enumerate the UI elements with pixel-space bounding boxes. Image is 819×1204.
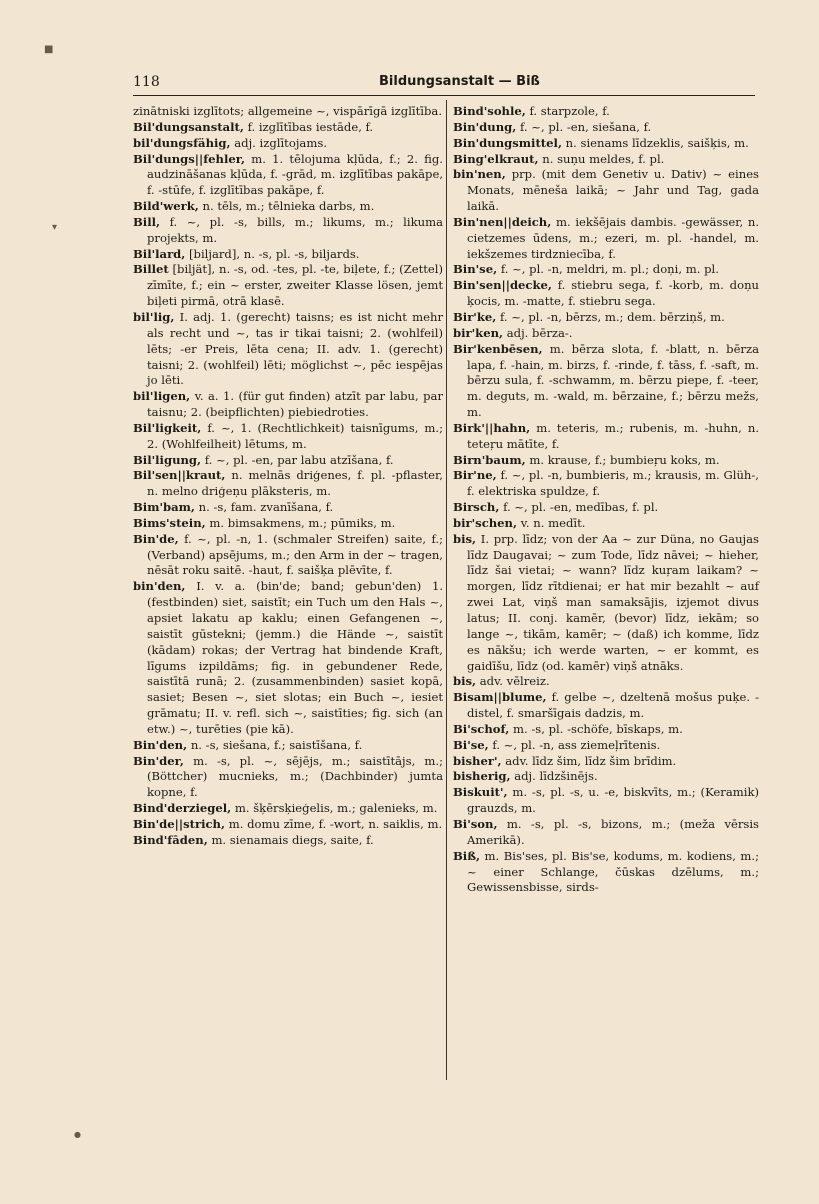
entry-headword: Bir'ne, <box>453 468 497 483</box>
entry-definition: m. teteris, m.; rubenis, m. -huhn, n. teteŗu mātīte, f. <box>467 420 759 451</box>
dictionary-entry <box>133 754 443 802</box>
entry-definition: m. -s, pl. ~, sējējs, m.; saistītājs, m.; (Böttcher) mucnieks, m.; (Dachbinder) jumta kopne, f. <box>147 753 443 800</box>
entry-definition: f. stiebru sega, f. -korb, m. doņu ķocis, m. -matte, f. stiebru sega. <box>467 278 760 309</box>
entry-definition: zinātniski izglītots; allgemeine ~, vispārīgā izglītība. <box>133 104 443 118</box>
dictionary-entry <box>453 278 759 310</box>
entry-headword: Bil'dungsanstalt, <box>133 119 244 134</box>
entry-definition: m. sienamais diegs, saite, f. <box>211 832 374 847</box>
entry-headword: Bin'den, <box>133 737 188 752</box>
entry-headword: Bind'sohle, <box>453 104 526 118</box>
entry-headword: Bil'ligkeit, <box>133 420 202 435</box>
entry-definition: I. adj. 1. (gerecht) taisns; es ist nicht mehr als recht und ~, tas ir tikai taisni; 2. (wohlfeil) lēts; -er Preis, lēta cena; II. adv. 1. (gerecht) taisni; 2. (wohlfeil) lēti; möglichst ~, pēc iespējas jo lēti. <box>147 309 443 388</box>
dictionary-entry <box>453 532 759 675</box>
entry-headword: Birk'||hahn, <box>453 420 531 435</box>
entry-headword: Bil'dungs||fehler, <box>133 151 246 166</box>
page-number: 118 <box>133 74 160 90</box>
dictionary-entry <box>453 516 759 532</box>
entry-definition: m. bimsakmens, m.; pūmiks, m. <box>209 515 396 530</box>
entry-headword: Bin'de, <box>133 531 179 546</box>
entry-headword: bil'lig, <box>133 309 175 324</box>
entry-definition: adv. vēlreiz. <box>479 674 550 689</box>
entry-definition: v. n. medīt. <box>520 515 586 530</box>
entry-definition: f. gelbe ~, dzeltenā mošus puķe. -distel, f. smaršīgais dadzis, m. <box>467 690 759 721</box>
entry-headword: Bing'elkraut, <box>453 151 539 166</box>
dictionary-entry <box>453 817 759 849</box>
dictionary-entry <box>133 738 443 754</box>
entry-definition: m. šķērsķieģelis, m.; galenieks, m. <box>234 801 438 816</box>
dictionary-entry <box>453 674 759 690</box>
entry-definition: [biljard], n. -s, pl. -s, biljards. <box>189 246 360 261</box>
entry-definition: m. -s, pl. -s, u. -e, biskvīts, m.; (Keramik) grauzds, m. <box>467 785 759 816</box>
entry-headword: Bil'sen||kraut, <box>133 468 226 483</box>
entry-definition: adj. līdzšinējs. <box>514 769 598 784</box>
entry-definition: n. melnās driģenes, f. pl. -pflaster, n. melno driģeņu plāksteris, m. <box>147 468 443 499</box>
page-header <box>133 74 755 94</box>
dictionary-entry <box>453 104 759 120</box>
entry-headword: Birsch, <box>453 500 500 515</box>
dictionary-entry <box>453 738 759 754</box>
dictionary-entry <box>133 120 443 136</box>
entry-headword: Bi'se, <box>453 737 489 752</box>
dictionary-entry <box>133 421 443 453</box>
dictionary-entry <box>133 516 443 532</box>
entry-definition: n. suņu meldes, f. pl. <box>542 151 665 166</box>
entry-definition: I. v. a. (bin'de; band; gebun'den) 1. (festbinden) siet, saistīt; ein Tuch um den Hals ~, apsiet lakatu ap kaklu; einen Gefangenen ~, saistīt gūstekni; (jemm.) die Hände ~, saistīt (kādam) rokas; der Vertrag hat bindende Kraft, līgums izpildāms; fig. in gebundener Rede, saistītā runā; 2. (zusammenbinden) sasiet kopā, sasiet; Besen ~, siet slotas; ein Buch ~, iesiet grāmatu; II. v. refl. sich ~, saistīties; fig. sich (an etw.) ~, turēties (pie kā). <box>147 579 444 736</box>
dictionary-entry <box>453 421 759 453</box>
entry-definition: adj. bērza-. <box>506 325 573 340</box>
entry-headword: bir'ken, <box>453 325 504 340</box>
entry-headword: Bin'dungsmittel, <box>453 135 562 150</box>
entry-headword: Bin'der, <box>133 753 184 768</box>
entry-headword: Bi'schof, <box>453 721 510 736</box>
entry-definition: adj. izglītojams. <box>234 135 327 150</box>
entry-headword: bin'den, <box>133 579 186 594</box>
dictionary-entry <box>453 342 759 421</box>
entry-definition: m. bērza slota, f. -blatt, n. bērza lapa, f. -hain, m. birzs, f. -rinde, f. tāss, f. -saft, m. bērzu sula, f. -schwamm, m. bērzu piepe, f. -teer, m. deguts, m. -wald, m. bērzaine, f.; bērzu mežs, m. <box>467 341 759 420</box>
corner-mark-icon: ■ <box>44 44 54 55</box>
entry-definition: f. ~, pl. -n, 1. (schmaler Streifen) saite, f.; (Verband) apsējums, m.; den Arm in der ~ tragen, nēsāt roku saitē. -haut, f. saišķa plēvīte, f. <box>147 531 443 578</box>
entry-headword: Bind'fāden, <box>133 832 208 847</box>
dictionary-entry <box>133 453 443 469</box>
dictionary-entry <box>133 468 443 500</box>
dictionary-entry <box>133 215 443 247</box>
entry-headword: Bin'dung, <box>453 119 517 134</box>
right-column <box>453 104 759 896</box>
entry-definition: m. krause, f.; bumbieŗu koks, m. <box>529 452 720 467</box>
dictionary-entry <box>133 500 443 516</box>
entry-headword: Biskuit', <box>453 785 508 800</box>
entry-definition: f. ~, pl. -n, bumbieris, m.; krausis, m. Glüh-, f. elektriska spuldze, f. <box>467 468 759 499</box>
entry-headword: bis, <box>453 531 477 546</box>
entry-definition: f. ~, pl. -n, bērzs, m.; dem. bērziņš, m. <box>500 309 725 324</box>
entry-definition: n. -s, fam. zvanīšana, f. <box>198 500 334 515</box>
entry-headword: Bin'de||strich, <box>133 816 226 831</box>
entry-headword: bir'schen, <box>453 515 518 530</box>
entry-headword: bisher', <box>453 753 502 768</box>
entry-headword: Bil'ligung, <box>133 452 202 467</box>
dictionary-entry <box>133 310 443 389</box>
dictionary-entry <box>133 104 443 120</box>
entry-definition: f. ~, 1. (Rechtlichkeit) taisnīgums, m.; 2. (Wohlfeilheit) lētums, m. <box>147 420 444 451</box>
entry-headword: bil'dungsfähig, <box>133 135 231 150</box>
dictionary-entry <box>133 833 443 849</box>
entry-definition: m. -s, pl. -schöfe, bīskaps, m. <box>512 721 683 736</box>
entry-headword: Bill, <box>133 214 161 229</box>
dictionary-entry <box>133 817 443 833</box>
column-divider <box>446 100 447 1080</box>
dictionary-entry <box>453 262 759 278</box>
dictionary-entry <box>453 722 759 738</box>
dictionary-entry <box>453 136 759 152</box>
dictionary-entry <box>453 769 759 785</box>
dictionary-entry <box>453 167 759 215</box>
entry-headword: Birn'baum, <box>453 452 526 467</box>
entry-definition: m. -s, pl. -s, bizons, m.; (meža vērsis Amerikā). <box>467 816 760 847</box>
dictionary-entry <box>133 199 443 215</box>
entry-definition: m. domu zīme, f. -wort, n. saiklis, m. <box>228 816 443 831</box>
entry-headword: Biß, <box>453 848 481 863</box>
dot-mark-icon: ● <box>74 1130 81 1139</box>
entry-headword: Bir'kenbēsen, <box>453 341 543 356</box>
dictionary-entry <box>133 389 443 421</box>
dictionary-entry <box>133 262 443 310</box>
dictionary-entry <box>453 754 759 770</box>
entry-definition: m. 1. tēlojuma kļūda, f.; 2. fig. audzināšanas kļūda, f. -grād, m. izglītības pakāpe, f. -stūfe, f. izglītības pakāpe, f. <box>147 151 443 198</box>
entry-definition: n. sienams līdzeklis, saišķis, m. <box>565 135 749 150</box>
running-head: Bildungsanstalt — Biß <box>379 74 540 89</box>
entry-definition: f. izglītības iestāde, f. <box>247 119 374 134</box>
entry-headword: Billet <box>133 262 169 277</box>
margin-mark-icon: ▾ <box>52 222 58 233</box>
entry-headword: Bin'nen||deich, <box>453 214 552 229</box>
dictionary-entry <box>453 453 759 469</box>
entry-definition: I. prp. līdz; von der Aa ~ zur Düna, no Gaujas līdz Daugavai; ~ zum Tode, līdz nāvei; ~ hieher, līdz šai vietai; ~ wann? līdz kuŗam laikam? ~ morgen, līdz rītdienai; er hat mir bezahlt ~ auf zwei Lat, viņš man samaksājis, izjemot divus latus; II. conj. kamēr, (bevor) līdz, iekām; so lange ~, tikām, kamēr; ~ (daß) ich komme, līdz es nākšu; ich werde warten, ~ er kommt, es gaidīšu, līdz (od. kamēr) viņš atnāks. <box>467 531 760 673</box>
entry-headword: Bin'sen||decke, <box>453 278 552 293</box>
dictionary-entry <box>133 801 443 817</box>
entry-definition: n. tēls, m.; tēlnieka darbs, m. <box>202 199 375 214</box>
entry-definition: n. -s, siešana, f.; saistīšana, f. <box>190 737 363 752</box>
dictionary-entry <box>453 215 759 263</box>
entry-headword: bisherig, <box>453 769 511 784</box>
entry-definition: f. ~, pl. -n, ass ziemeļrītenis. <box>492 737 661 752</box>
dictionary-entry <box>453 690 759 722</box>
entry-headword: Bims'stein, <box>133 515 206 530</box>
entry-definition: f. ~, pl. -en, medības, f. pl. <box>503 500 659 515</box>
entry-headword: Bisam||blume, <box>453 690 547 705</box>
entry-definition: m. Bis'ses, pl. Bis'se, kodums, m. kodiens, m.; ~ einer Schlange, čūskas dzēlums, m.; Gewissensbisse, sirds- <box>467 848 759 895</box>
entry-headword: bin'nen, <box>453 167 506 182</box>
left-column <box>133 104 443 849</box>
dictionary-entry <box>133 532 443 580</box>
dictionary-entry <box>133 579 443 737</box>
header-rule <box>133 95 755 96</box>
entry-definition: [biljät], n. -s, od. -tes, pl. -te, biļete, f.; (Zettel) zīmīte, f.; ein ~ erster, zweiter Klasse lösen, jemt biļeti pirmā, otrā klasē. <box>147 262 443 309</box>
dictionary-entry <box>453 310 759 326</box>
entry-definition: f. starpzole, f. <box>529 104 610 118</box>
entry-definition: v. a. 1. (für gut finden) atzīt par labu, par taisnu; 2. (beipflichten) piebiedroties. <box>147 389 444 420</box>
dictionary-entry <box>133 152 443 200</box>
entry-definition: m. iekšējais dambis. -gewässer, n. cietzemes ūdens, m.; ezeri, m. pl. -handel, m. iekšzemes tirdzniecība, f. <box>467 214 760 261</box>
entry-headword: bis, <box>453 674 477 689</box>
entry-headword: Bir'ke, <box>453 309 497 324</box>
entry-definition: f. ~, pl. -en, siešana, f. <box>519 119 652 134</box>
entry-headword: Bin'se, <box>453 262 498 277</box>
entry-definition: adv. līdz šim, līdz šim brīdim. <box>505 753 677 768</box>
entry-definition: f. ~, pl. -n, meldri, m. pl.; doņi, m. pl. <box>500 262 719 277</box>
entry-definition: f. ~, pl. -en, par labu atzīšana, f. <box>204 452 394 467</box>
dictionary-entry <box>453 468 759 500</box>
dictionary-entry <box>453 500 759 516</box>
dictionary-entry <box>453 326 759 342</box>
entry-headword: Bi'son, <box>453 816 498 831</box>
entry-definition: f. ~, pl. -s, bills, m.; likums, m.; likuma projekts, m. <box>147 214 443 245</box>
dictionary-entry <box>453 120 759 136</box>
entry-headword: Bim'bam, <box>133 500 195 515</box>
dictionary-entry <box>453 785 759 817</box>
dictionary-entry <box>133 136 443 152</box>
entry-headword: Bind'derziegel, <box>133 801 232 816</box>
entry-headword: bil'ligen, <box>133 389 191 404</box>
entry-headword: Bild'werk, <box>133 199 199 214</box>
dictionary-entry <box>453 849 759 897</box>
dictionary-entry <box>453 152 759 168</box>
dictionary-entry <box>133 247 443 263</box>
entry-headword: Bil'lard, <box>133 246 186 261</box>
entry-definition: prp. (mit dem Genetiv u. Dativ) ~ eines Monats, mēneša laikā; ~ Jahr und Tag, gada laikā. <box>467 167 760 214</box>
